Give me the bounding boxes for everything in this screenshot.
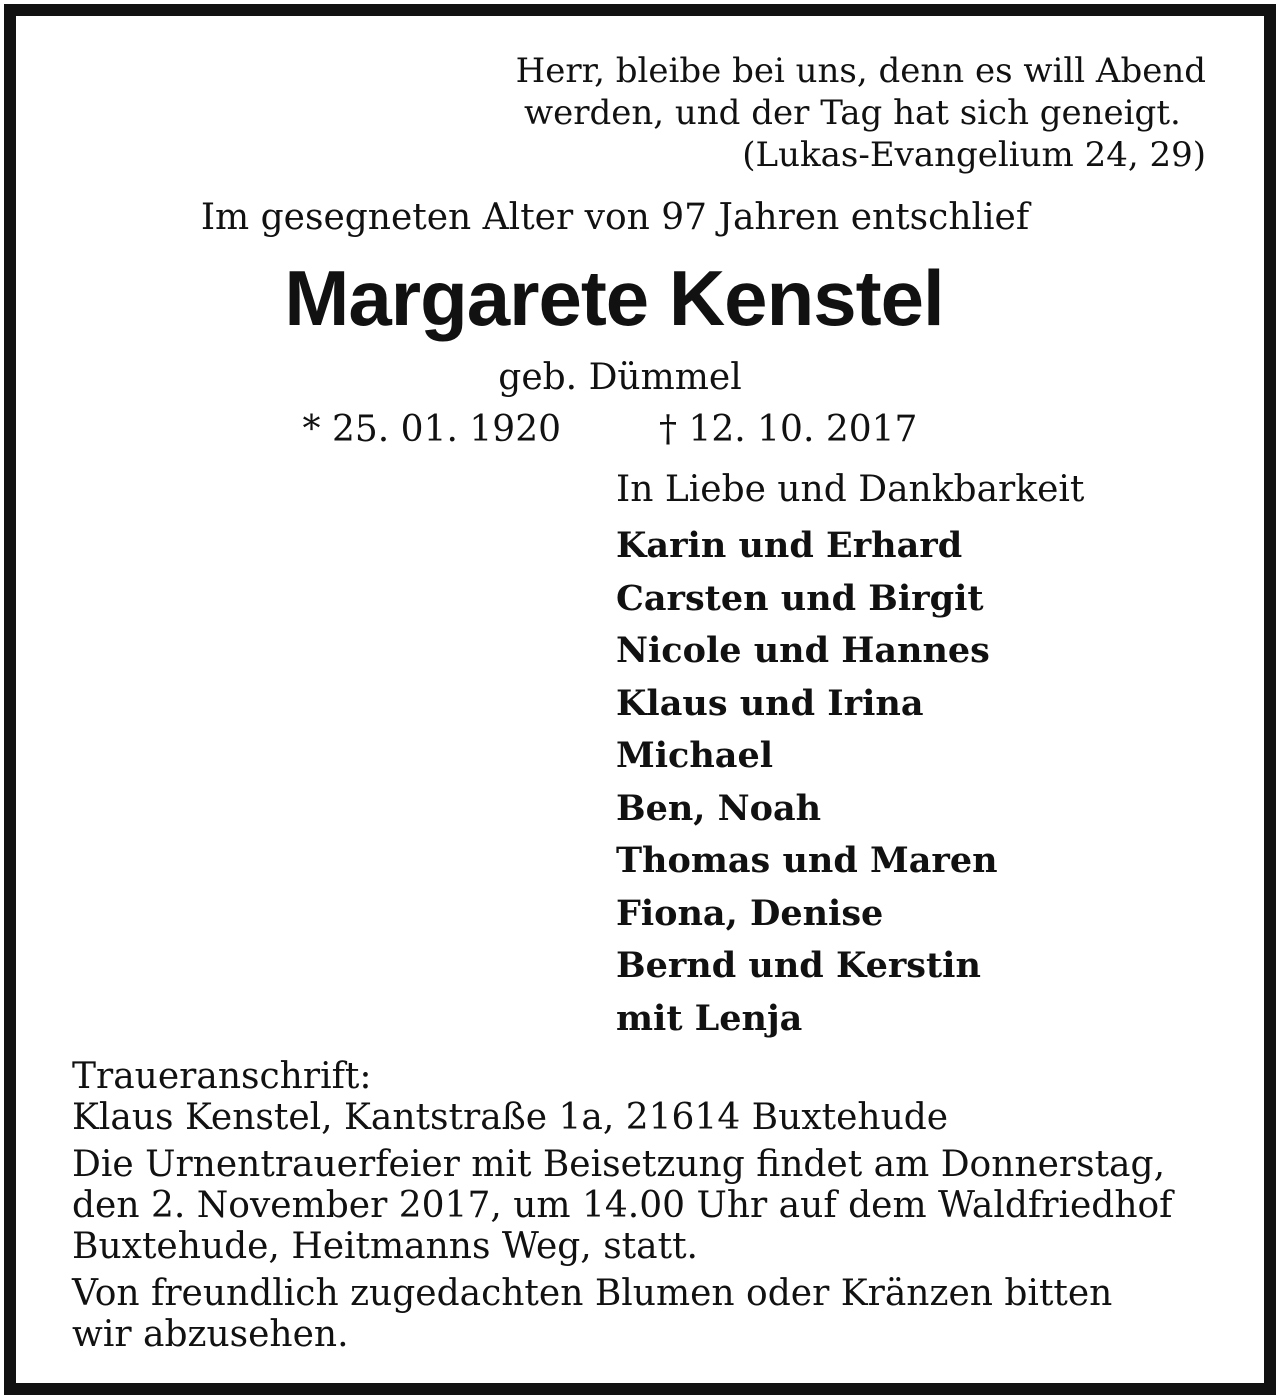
funeral-service-info — [72, 1144, 1222, 1267]
age-statement: Im gesegneten Alter von 97 Jahren entschlief — [200, 197, 1030, 238]
deceased-name: Margarete Kenstel — [284, 254, 944, 342]
quote-line-1: Herr, bleibe bei uns, denn es will Abend — [515, 51, 1206, 91]
service-line-1: Die Urnentrauerfeier mit Beisetzung findet am Donnerstag, — [72, 1144, 1166, 1185]
mourner-name: Fiona, Denise — [616, 892, 884, 934]
mourner-name: Karin und Erhard — [616, 525, 963, 566]
flowers-line-2: wir abzusehen. — [72, 1314, 349, 1355]
mourners-intro: In Liebe und Dankbarkeit — [616, 469, 1085, 510]
mourner-name: Ben, Noah — [616, 787, 822, 829]
birth-date: * 25. 01. 1920 — [302, 409, 561, 450]
mourner-name: Thomas und Maren — [616, 840, 998, 881]
mourner-name: Bernd und Kerstin — [616, 945, 981, 986]
mourners-block — [616, 468, 1216, 1045]
mourner-name: mit Lenja — [616, 997, 803, 1039]
mourner-name: Nicole und Hannes — [616, 630, 990, 671]
life-dates — [16, 408, 1264, 452]
mourning-address: Klaus Kenstel, Kantstraße 1a, 21614 Buxtehude — [72, 1097, 949, 1138]
quote-source: (Lukas-Evangelium 24, 29) — [742, 135, 1206, 175]
mourner-name: Carsten und Birgit — [616, 577, 984, 619]
mourner-name: Michael — [616, 735, 774, 776]
service-line-2: den 2. November 2017, um 14.00 Uhr auf dem Waldfriedhof — [72, 1185, 1173, 1226]
address-label: Traueranschrift: — [72, 1056, 372, 1097]
bible-quote — [446, 50, 1206, 176]
birth-name: geb. Dümmel — [498, 357, 742, 398]
obituary-notice — [4, 4, 1276, 1395]
flowers-request — [72, 1273, 1222, 1355]
notice-footer — [72, 1056, 1222, 1355]
flowers-line-1: Von freundlich zugedachten Blumen oder Kränzen bitten — [72, 1273, 1113, 1314]
mourner-name: Klaus und Irina — [616, 682, 924, 724]
quote-line-2: werden, und der Tag hat sich geneigt. — [524, 93, 1181, 133]
death-date: † 12. 10. 2017 — [659, 409, 918, 450]
service-line-3: Buxtehude, Heitmanns Weg, statt. — [72, 1226, 698, 1267]
